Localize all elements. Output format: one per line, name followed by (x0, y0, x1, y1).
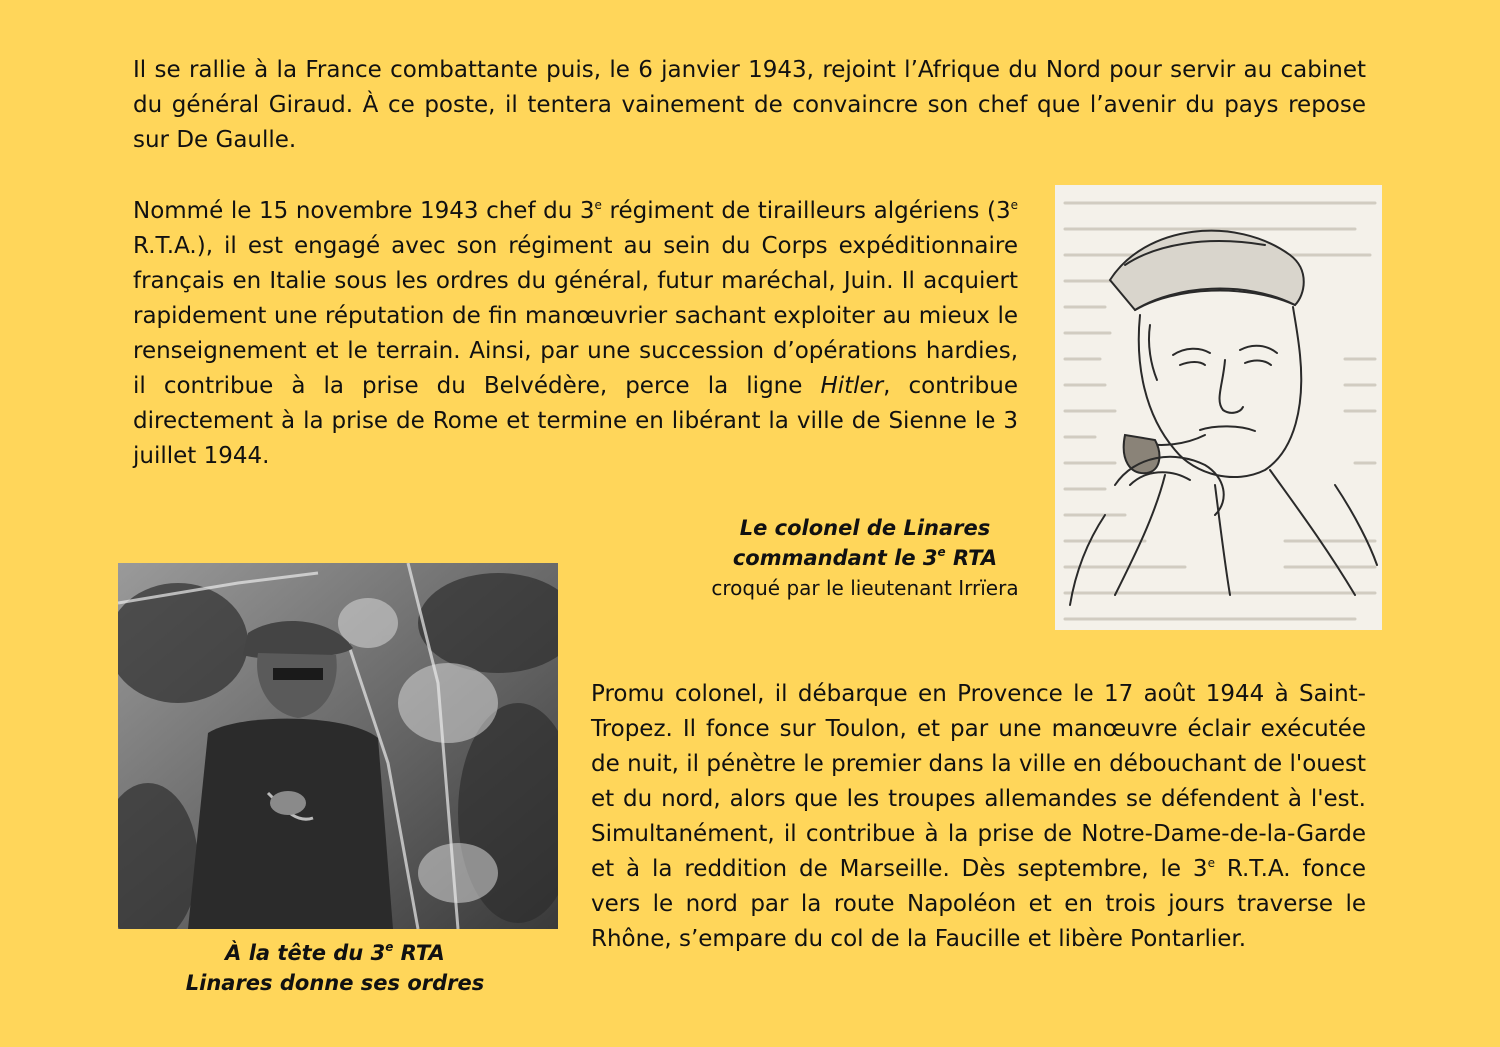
paragraph-italy-campaign (133, 194, 1018, 474)
caption-line: croqué par le lieutenant Irrïera (711, 576, 1019, 600)
field-photo-image (118, 563, 558, 929)
caption-text-part: RTA (945, 546, 998, 570)
paragraph-text-part: Nommé le 15 novembre 1943 chef du 3 (133, 198, 595, 224)
caption-line: Linares donne ses ordres (185, 971, 485, 995)
superscript: e (1207, 856, 1215, 870)
paragraph-giraud (133, 53, 1366, 158)
paragraph-text-part: R.T.A.), il est engagé avec son régiment au sein du Corps expéditionnaire français en Italie sous les ordres du général, futur maréchal, Juin. Il acquiert rapidement une réputation de fin manœuvrier sachant exploiter au mieux le renseignement et le terrain. Ainsi, par une succession d’opérations hardies, il contribue à la prise du Belvédère, perce la ligne (133, 233, 1018, 399)
paragraph-text-part: R.T.A. fonce vers le nord par la route Napoléon et en trois jours traverse le Rhône, s’empare du col de la Faucille et libère Pontarlier. (591, 856, 1366, 952)
photo-caption (130, 938, 540, 998)
paragraph-text-part: régiment de tirailleurs algériens (3 (601, 198, 1011, 224)
superscript: e (937, 545, 946, 559)
paragraph-text-part: , contribue directement à la prise de Rome et termine en libérant la ville de Sienne le 3 juillet 1944. (133, 373, 1019, 469)
sketch-caption (690, 513, 1040, 603)
caption-line: Le colonel de Linares (739, 516, 991, 540)
italic-term: Hitler (820, 373, 884, 399)
caption-text-part: commandant le 3 (732, 546, 938, 570)
superscript: e (1010, 198, 1018, 212)
superscript: e (385, 940, 394, 954)
caption-line (130, 938, 540, 968)
paragraph-provence-campaign (591, 677, 1366, 957)
photo-drawing (118, 563, 558, 929)
sketch-portrait-image (1055, 185, 1382, 630)
caption-text-part: À la tête du 3 (225, 941, 386, 965)
superscript: e (594, 198, 602, 212)
paragraph-text-part: Promu colonel, il débarque en Provence le 17 août 1944 à Saint-Tropez. Il fonce sur Toulon, et par une manœuvre éclair exécutée de nuit, il pénètre le premier dans la ville en débouchant de l'ouest et du nord, alors que les troupes allemandes se défendent à l'est. Simultanément, il contribue à la prise de Notre-Dame-de-la-Garde et à la reddition de Marseille. Dès septembre, le 3 (591, 681, 1366, 882)
caption-line (690, 543, 1040, 573)
caption-text-part: RTA (393, 941, 445, 965)
sketch-drawing (1055, 185, 1382, 630)
paragraph-text: Il se rallie à la France combattante puis, le 6 janvier 1943, rejoint l’Afrique du Nord pour servir au cabinet du général Giraud. À ce poste, il tentera vainement de convaincre son chef que l’avenir du pays repose sur De Gaulle. (133, 57, 1366, 153)
